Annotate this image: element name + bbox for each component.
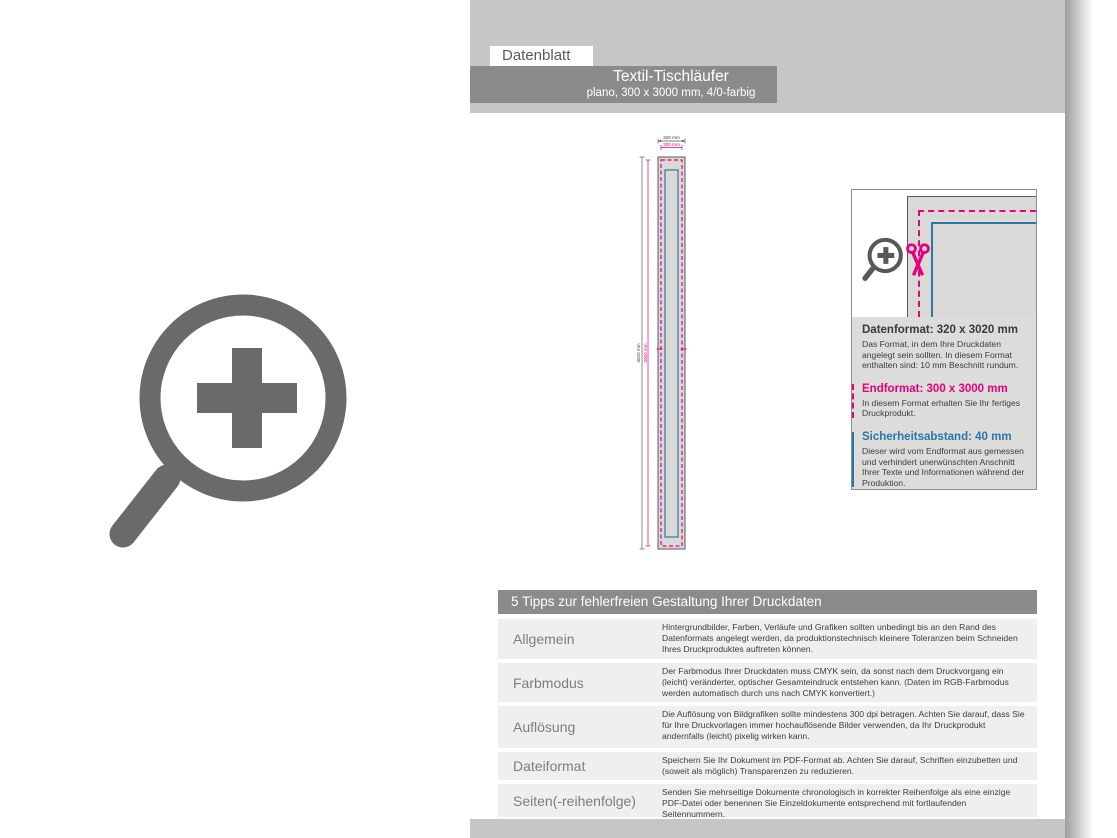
datenformat-title: Datenformat: 320 x 3020 mm [862, 324, 1018, 336]
endformat-marker [852, 384, 854, 418]
zoom-plus-icon[interactable] [105, 288, 355, 556]
sicherheitsabstand-block [862, 431, 1028, 488]
tip-label: Farbmodus [513, 674, 584, 691]
dim-width-outer-label: 320 mm [663, 135, 680, 140]
format-descriptions [852, 317, 1036, 489]
sheet-edge-shadow [1065, 0, 1093, 838]
dim-height-outer-label: 3020 mm [636, 343, 641, 363]
tip-row-aufloesung [498, 706, 1037, 748]
dim-width-inner-label: 300 mm [663, 142, 680, 147]
endformat-body: In diesem Format erhalten Sie Ihr fertiges Druckprodukt. [862, 397, 1021, 419]
tip-text: Senden Sie mehrseitige Dokumente chronologisch in korrekter Reihenfolge als eine einzige PDF-Datei oder benennen Sie Einzeldokumente entsprechend mit fortlaufenden Seitennummern. [662, 787, 1011, 819]
tips-header: 5 Tipps zur fehlerfreien Gestaltung Ihrer Druckdaten [498, 590, 1037, 614]
tip-text: Der Farbmodus Ihrer Druckdaten muss CMYK sein, da sonst nach dem Druckvorgang ein (leicht) veränderter, optischer Gesamteindruck entstehen kann. (Daten im RGB-Farbmodus werden automatisch durch uns nach CMYK konvertiert.) [662, 666, 1009, 698]
tip-label: Auflösung [513, 719, 576, 735]
format-drawing [628, 128, 702, 558]
tip-label: Seiten(-reihenfolge) [513, 792, 636, 809]
tip-text: Die Auflösung von Bildgrafiken sollte mindestens 300 dpi betragen. Achten Sie darauf, dass Sie für Ihre Druckvorlagen immer hochauflösende Bilder verwenden, da Ihr Druckprodukt andernfalls (leicht) pixelig wirken kann. [662, 709, 1025, 741]
scissors-icon [905, 241, 931, 281]
tip-row-allgemein [498, 619, 1037, 659]
tip-text: Speichern Sie Ihr Dokument im PDF-Format ab. Achten Sie darauf, Schriften einzubetten und (soweit als möglich) Transparenzen zu reduzieren. [662, 755, 1018, 776]
tip-row-farbmodus [498, 663, 1037, 702]
tip-label: Dateiformat [513, 758, 586, 774]
datenformat-body: Das Format, in dem Ihre Druckdaten angelegt sein sollten. In diesem Format enthalten sind: 10 mm Beschnitt rundum. [862, 339, 1019, 371]
sicherheitsabstand-body: Dieser wird vom Endformat aus gemessen und verhindert unerwünschten Anschnitt Ihrer Texte und Informationen während der Produktion. [862, 445, 1025, 488]
tip-row-dateiformat [498, 752, 1037, 780]
detail-safetyline-vertical [931, 222, 933, 317]
tip-text: Hintergrundbilder, Farben, Verläufe und Grafiken sollten unbedingt bis an den Rand des Datenformats angelegt werden, da produktionstechnisch kleinere Toleranzen beim Schneiden Ihres Druckproduktes auftreten können. [662, 622, 1018, 654]
product-subtitle: plano, 300 x 3000 mm, 4/0-farbig [586, 87, 756, 99]
datenformat-block [862, 324, 1028, 371]
sicherheitsabstand-marker [852, 432, 854, 487]
sicherheitsabstand-title: Sicherheitsabstand: 40 mm [862, 430, 1012, 443]
endformat-title: Endformat: 300 x 3000 mm [862, 382, 1008, 395]
product-title-bar [470, 66, 777, 103]
zoom-plus-icon [862, 237, 904, 282]
tip-row-seitenreihenfolge [498, 784, 1037, 817]
tab-datenblatt[interactable]: Datenblatt [490, 46, 593, 66]
endformat-block [862, 383, 1028, 419]
datenformat-rect [658, 157, 685, 549]
sheet-bottom-strip [470, 819, 1065, 838]
tip-label: Allgemein [513, 631, 575, 647]
format-info-box [851, 189, 1037, 490]
corner-detail-diagram [852, 190, 1036, 317]
product-title: Textil-Tischläufer [613, 68, 729, 85]
detail-cutline-horizontal [918, 210, 1036, 212]
detail-safetyline-horizontal [931, 222, 1036, 224]
dim-height-inner-label: 3000 mm [643, 343, 648, 363]
